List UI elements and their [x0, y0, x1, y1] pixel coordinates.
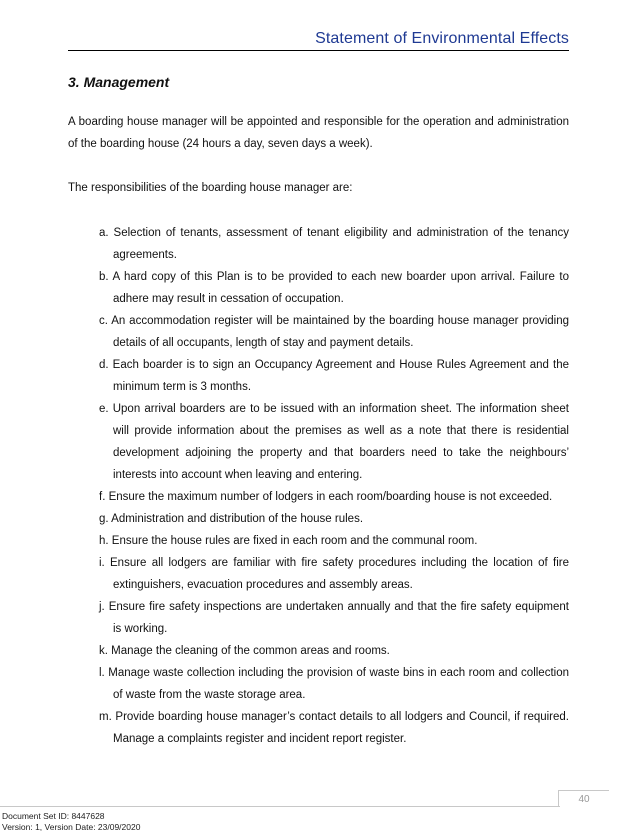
document-version: Version: 1, Version Date: 23/09/2020: [2, 822, 141, 832]
responsibilities-list: [99, 222, 569, 750]
document-set-id: Document Set ID: 8447628: [2, 811, 105, 821]
list-item: d. Each boarder is to sign an Occupancy Agreement and House Rules Agreement and the minimum term is 3 months.: [99, 359, 569, 393]
header-divider: [68, 50, 569, 51]
list-item: f. Ensure the maximum number of lodgers in each room/boarding house is not exceeded.: [99, 491, 553, 503]
list-item: g. Administration and distribution of the house rules.: [99, 513, 364, 525]
list-item: j. Ensure fire safety inspections are undertaken annually and that the fire safety equipment is working.: [99, 601, 569, 635]
list-item: b. A hard copy of this Plan is to be provided to each new boarder upon arrival. Failure to adhere may result in cessation of occupation.: [99, 271, 569, 305]
list-item: k. Manage the cleaning of the common areas and rooms.: [99, 645, 390, 657]
list-item: h. Ensure the house rules are fixed in each room and the communal room.: [99, 535, 478, 547]
footer-divider: [0, 806, 560, 807]
list-item: l. Manage waste collection including the provision of waste bins in each room and collection of waste from the waste storage area.: [99, 667, 569, 701]
list-item: m. Provide boarding house manager’s contact details to all lodgers and Council, if required. Manage a complaints register and incident report register.: [99, 711, 569, 745]
list-item: c. An accommodation register will be maintained by the boarding house manager providing details of all occupants, length of stay and payment details.: [99, 315, 569, 349]
responsibilities-lead: The responsibilities of the boarding house manager are:: [68, 182, 353, 194]
page-number: 40: [558, 790, 609, 807]
list-item: a. Selection of tenants, assessment of tenant eligibility and administration of the tenancy agreements.: [99, 227, 569, 261]
intro-paragraph: A boarding house manager will be appointed and responsible for the operation and administration of the boarding house (24 hours a day, seven days a week).: [68, 116, 569, 150]
list-item: e. Upon arrival boarders are to be issued with an information sheet. The information sheet will provide information about the premises as well as a note that there is residential development adjoining the property and that boarders need to take the neighbours’ interests into account when leaving and entering.: [99, 403, 569, 481]
document-header-title: Statement of Environmental Effects: [315, 30, 569, 47]
list-item: i. Ensure all lodgers are familiar with fire safety procedures including the location of fire extinguishers, evacuation procedures and assembly areas.: [99, 557, 569, 591]
section-heading: 3. Management: [68, 74, 170, 90]
